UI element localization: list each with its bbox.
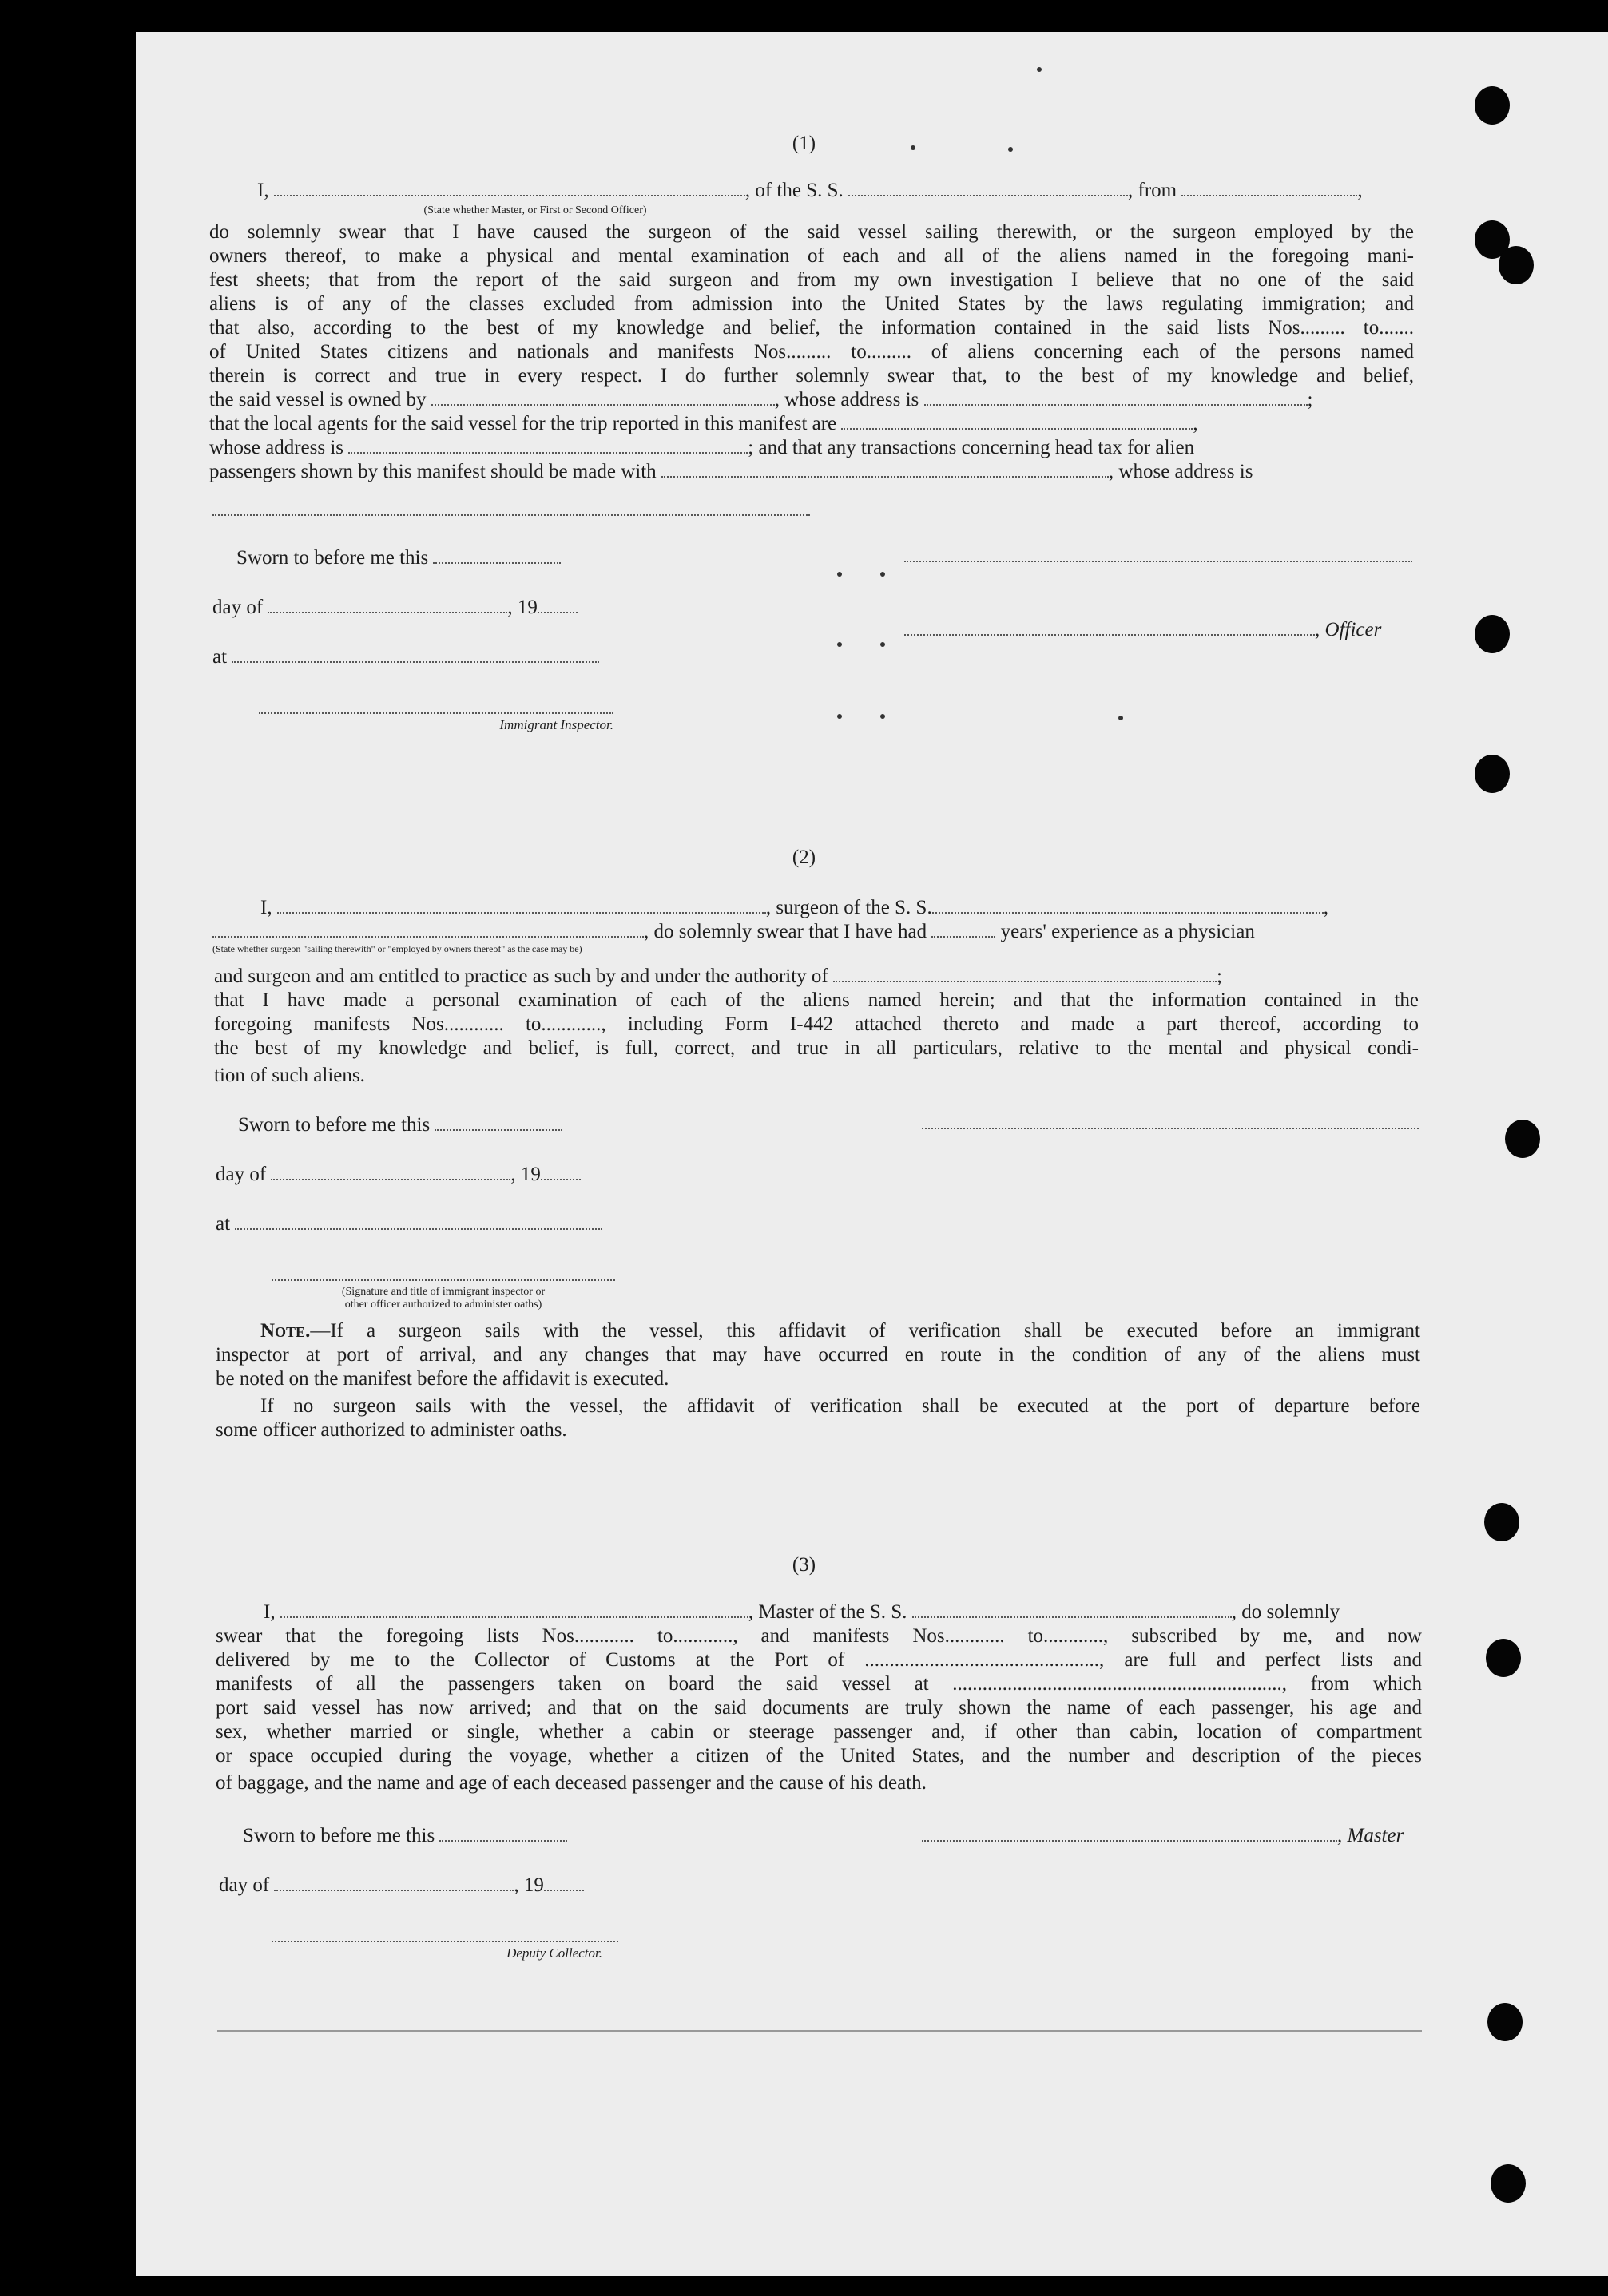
inspector-signature-rule <box>259 712 613 714</box>
s1-agents-line: that the local agents for the said vessel for the trip reported in this manifest are , <box>209 413 1198 434</box>
surgeon-label: , surgeon of the S. S. <box>765 897 932 918</box>
s1-sworn-line <box>236 546 561 570</box>
master-label: , Master <box>1337 1825 1404 1846</box>
scan-speck <box>911 145 915 150</box>
s2-at-line <box>216 1212 602 1236</box>
authority-field <box>833 965 1217 982</box>
scan-speck <box>1037 67 1042 72</box>
head-tax-agent-field <box>661 460 1109 478</box>
s2-body-line: foregoing manifests Nos............ to............, including Form I-442 attached thereto and made a part thereof, according to <box>214 1013 1419 1035</box>
binder-hole <box>1487 2003 1523 2041</box>
agent-address-field <box>348 436 748 454</box>
note2-line: If no surgeon sails with the vessel, the affidavit of verification shall be executed at the port of departure before <box>260 1395 1420 1417</box>
agents-field <box>841 412 1193 430</box>
binder-hole <box>1491 2164 1526 2203</box>
s1-signature-rule <box>904 561 1412 562</box>
scan-speck <box>837 572 842 577</box>
s3-day-line <box>219 1874 584 1897</box>
at-label: at <box>216 1213 231 1235</box>
s1-at-line <box>212 645 599 669</box>
section-1-number: (1) <box>792 133 816 154</box>
s3-master-line <box>922 1824 1404 1848</box>
binder-hole <box>1475 755 1510 793</box>
master-name-field <box>280 1600 748 1618</box>
s3-body-line: manifests of all the passengers taken on board the said vessel at .................................................................., from which <box>216 1673 1422 1695</box>
s1-address-rule <box>212 514 810 516</box>
at-label: at <box>212 646 228 668</box>
deputy-signature-rule <box>272 1941 618 1942</box>
s2-practice-line: and surgeon and am entitled to practice as such by and under the authority of ; <box>214 966 1222 987</box>
s3-body-line: sex, whether married or single, whether a cabin or steerage passenger and, if other than cabin, location of compartment <box>216 1721 1422 1743</box>
owner-field <box>431 388 775 406</box>
year-label: , 19 <box>507 597 538 618</box>
binder-hole <box>1484 1503 1519 1541</box>
note2-line: some officer authorized to administer oaths. <box>216 1419 567 1441</box>
swear-label: , do solemnly swear that I have had <box>644 921 927 942</box>
inspector-caption: Immigrant Inspector. <box>499 717 613 732</box>
s3-body-line: of baggage, and the name and age of each deceased passenger and the cause of his death. <box>216 1772 927 1794</box>
sworn-label: Sworn to before me this <box>236 547 429 569</box>
s2-oath-line: I, , surgeon of the S. S. , <box>260 897 1328 918</box>
s1-officer-caption: (State whether Master, or First or Second Officer) <box>423 204 647 216</box>
s2-experience-line <box>212 920 1255 944</box>
scan-speck <box>837 642 842 647</box>
do-solemnly-label: , do solemnly <box>1231 1601 1340 1623</box>
at-place-field <box>235 1212 602 1230</box>
whose-address-label: , whose address is <box>774 389 919 410</box>
sworn-day-field <box>435 1113 562 1131</box>
s2-surgeon-caption: (State whether surgeon "sailing therewith" or "employed by owners thereof" as the case may be) <box>212 943 582 954</box>
bottom-rule <box>217 2030 1422 2032</box>
s1-body-line: do solemnly swear that I have caused the surgeon of the said vessel sailing therewith, or the surgeon employed by the <box>209 221 1414 243</box>
note-line: be noted on the manifest before the affidavit is executed. <box>216 1368 669 1390</box>
section-2-number: (2) <box>792 847 816 868</box>
s3-sworn-line <box>243 1824 567 1848</box>
note-text: —If a surgeon sails with the vessel, this affidavit of verification shall be executed before an immigrant <box>310 1320 1420 1342</box>
surgeon-status-field <box>212 920 644 938</box>
binder-hole <box>1499 246 1534 284</box>
officer-signature-field <box>904 618 1315 636</box>
month-field <box>268 596 507 613</box>
of-ss-label: , of the S. S. <box>744 180 844 201</box>
master-signature-field <box>922 1824 1337 1842</box>
month-field <box>271 1163 510 1180</box>
day-of-label: day of <box>216 1164 267 1185</box>
s1-body-line: aliens is of any of the classes excluded from admission into the United States by the laws regulating immigration; and <box>209 293 1414 315</box>
s1-body-line: owners thereof, to make a physical and mental examination of each and all of the aliens named in the foregoing mani- <box>209 245 1414 267</box>
practice-label: and surgeon and am entitled to practice as such by and under the authority of <box>214 966 828 987</box>
note-line <box>260 1319 1420 1343</box>
binder-hole <box>1486 1639 1521 1677</box>
scan-speck <box>1118 716 1123 720</box>
s3-i: I, <box>264 1601 276 1623</box>
whose-address-label: whose address is <box>209 437 344 458</box>
binder-hole <box>1475 615 1510 653</box>
s1-oath-line: I, , of the S. S. , from , <box>257 180 1363 201</box>
scan-speck <box>837 714 842 719</box>
s1-body-line: of United States citizens and nationals and manifests Nos......... to......... of aliens concerning each of the persons named <box>209 341 1414 363</box>
s1-body-line: that also, according to the best of my knowledge and belief, the information contained in the said lists Nos......... to....... <box>209 317 1414 339</box>
s3-body-line: swear that the foregoing lists Nos............ to............, and manifests Nos............ to............, subscribed by me, and now <box>216 1625 1422 1647</box>
section-3-number: (3) <box>792 1554 816 1576</box>
whose-address-label: , whose address is <box>1108 461 1253 482</box>
s2-body-line: that I have made a personal examination of each of the aliens named herein; and that the information contained in the <box>214 989 1419 1011</box>
from-port-field <box>1181 179 1357 196</box>
s2-signature-rule <box>922 1128 1419 1129</box>
month-field <box>274 1874 514 1891</box>
from-label: , from <box>1128 180 1177 201</box>
scan-speck <box>880 572 885 577</box>
s1-day-line <box>212 596 578 620</box>
s1-passengers-line <box>209 460 1253 484</box>
binder-hole <box>1505 1120 1540 1158</box>
note-label: Note. <box>260 1320 311 1342</box>
owned-by-label: the said vessel is owned by <box>209 389 427 410</box>
s1-body-line: therein is correct and true in every respect. I do further solemnly swear that, to the best of my knowledge and belief, <box>209 365 1414 387</box>
s1-i: I, <box>257 180 269 201</box>
sworn-label: Sworn to before me this <box>238 1114 431 1136</box>
head-tax-label: ; and that any transactions concerning head tax for alien <box>748 437 1195 458</box>
s2-body-line: the best of my knowledge and belief, is full, correct, and true in all particulars, relative to the mental and physical condi- <box>214 1037 1419 1059</box>
s2-i: I, <box>260 897 272 918</box>
day-of-label: day of <box>212 597 264 618</box>
year-field <box>538 596 578 613</box>
s1-owner-line: the said vessel is owned by , whose address is ; <box>209 389 1313 410</box>
year-label: , 19 <box>510 1164 541 1185</box>
sworn-day-field <box>439 1824 567 1842</box>
s2-day-line <box>216 1163 581 1187</box>
passengers-label: passengers shown by this manifest should be made with <box>209 461 657 482</box>
s2-vessel-field <box>932 896 1324 914</box>
at-place-field <box>232 645 599 663</box>
scan-speck <box>1008 147 1013 152</box>
scan-speck <box>880 642 885 647</box>
s3-oath-line <box>264 1600 1340 1624</box>
binder-hole <box>1475 86 1510 125</box>
officer-label: , Officer <box>1315 619 1382 640</box>
s3-vessel-field <box>912 1600 1232 1618</box>
year-field <box>544 1874 584 1891</box>
s3-body-line: port said vessel has now arrived; and that on the said documents are truly shown the name of each passenger, his age and <box>216 1697 1422 1719</box>
master-of-label: , Master of the S. S. <box>748 1601 907 1623</box>
surgeon-name-field <box>277 896 766 914</box>
sworn-label: Sworn to before me this <box>243 1825 435 1846</box>
s2-sworn-line <box>238 1113 562 1137</box>
year-label: , 19 <box>514 1874 544 1896</box>
officer-name-field <box>274 179 745 196</box>
note-line: inspector at port of arrival, and any changes that may have occurred en route in the condition of any of the aliens must <box>216 1344 1420 1366</box>
s1-officer-line <box>904 618 1381 642</box>
s2-body-line: tion of such aliens. <box>214 1065 365 1086</box>
scan-speck <box>880 714 885 719</box>
s3-body-line: delivered by me to the Collector of Customs at the Port of ..............................................., are full and perfect lists and <box>216 1649 1422 1671</box>
s2-sig-caption: other officer authorized to administer oaths) <box>344 1299 542 1311</box>
s2-inspector-rule <box>272 1279 615 1281</box>
day-of-label: day of <box>219 1874 270 1896</box>
deputy-caption: Deputy Collector. <box>506 1945 602 1961</box>
years-label: years' experience as a physician <box>1000 921 1255 942</box>
sworn-day-field <box>433 546 561 564</box>
s3-body-line: or space occupied during the voyage, whether a citizen of the United States, and the number and description of the pieces <box>216 1745 1422 1767</box>
s1-agent-address-line <box>209 436 1194 460</box>
year-field <box>541 1163 581 1180</box>
years-field <box>931 920 995 938</box>
vessel-name-field <box>848 179 1128 196</box>
s2-sig-caption: (Signature and title of immigrant inspector or <box>341 1286 546 1298</box>
owner-address-field <box>924 388 1308 406</box>
s1-body-line: fest sheets; that from the report of the said surgeon and from my own investigation I believe that no one of the said <box>209 269 1414 291</box>
local-agents-label: that the local agents for the said vessel for the trip reported in this manifest are <box>209 413 837 434</box>
